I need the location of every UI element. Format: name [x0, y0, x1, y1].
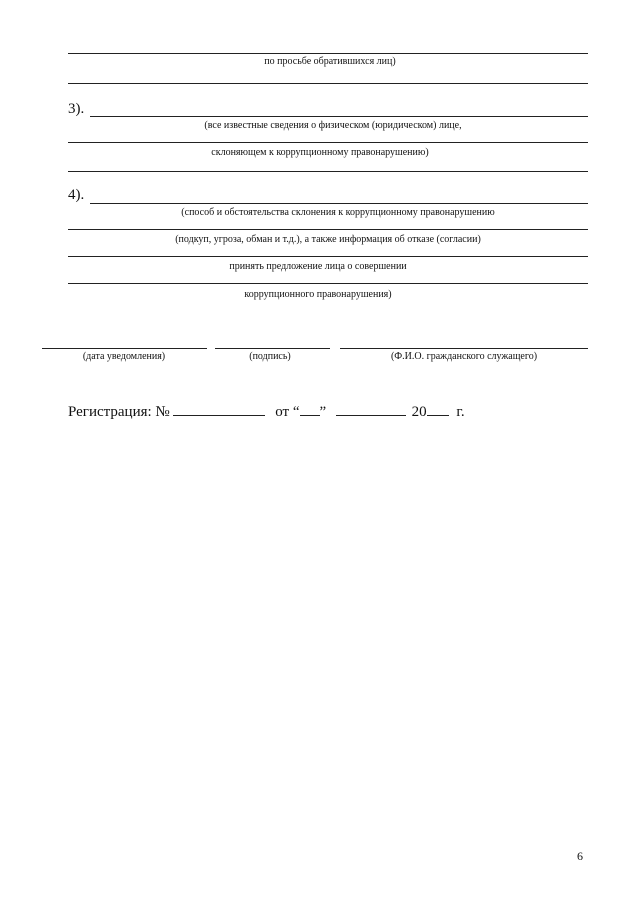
- blank-line: [68, 142, 588, 143]
- quote-open: “: [292, 404, 300, 420]
- blank-line: [68, 171, 588, 172]
- signature-label: (подпись): [249, 351, 291, 362]
- caption-method: (способ и обстоятельства склонения к коррупционному правонарушению: [181, 207, 495, 218]
- blank-line: [68, 229, 588, 230]
- blank-line: [90, 203, 588, 204]
- quote-close: ”: [319, 404, 327, 420]
- year-blank: [427, 401, 449, 416]
- month-blank: [336, 401, 406, 416]
- registration-row: [68, 401, 465, 421]
- caption-person-info: (все известные сведения о физическом (юридическом) лице,: [204, 120, 462, 131]
- registration-number-blank: [173, 401, 265, 416]
- caption-bribery: (подкуп, угроза, обман и т.д.), а также информация об отказе (согласии): [175, 234, 481, 245]
- name-line: [340, 348, 588, 349]
- blank-line: [90, 116, 588, 117]
- caption-accept-offer: принять предложение лица о совершении: [229, 261, 407, 272]
- registration-from: от: [275, 404, 290, 420]
- date-line: [42, 348, 207, 349]
- year-suffix: г.: [456, 404, 465, 420]
- name-label: (Ф.И.О. гражданского служащего): [390, 351, 538, 362]
- page-number: 6: [577, 849, 583, 863]
- blank-line: [68, 256, 588, 257]
- registration-label: Регистрация: №: [68, 404, 170, 420]
- date-label: (дата уведомления): [82, 351, 166, 362]
- caption-petition: по просьбе обратившихся лиц): [264, 56, 396, 67]
- day-blank: [300, 401, 320, 416]
- blank-line: [68, 283, 588, 284]
- year-prefix: 20: [411, 404, 427, 420]
- caption-offense: коррупционного правонарушения): [244, 289, 392, 300]
- item-number-4: 4).: [68, 187, 85, 203]
- item-number-3: 3).: [68, 101, 85, 117]
- blank-line: [68, 53, 588, 54]
- signature-line: [215, 348, 330, 349]
- caption-inducing: склоняющем к коррупционному правонарушению): [211, 147, 429, 158]
- blank-line: [68, 83, 588, 84]
